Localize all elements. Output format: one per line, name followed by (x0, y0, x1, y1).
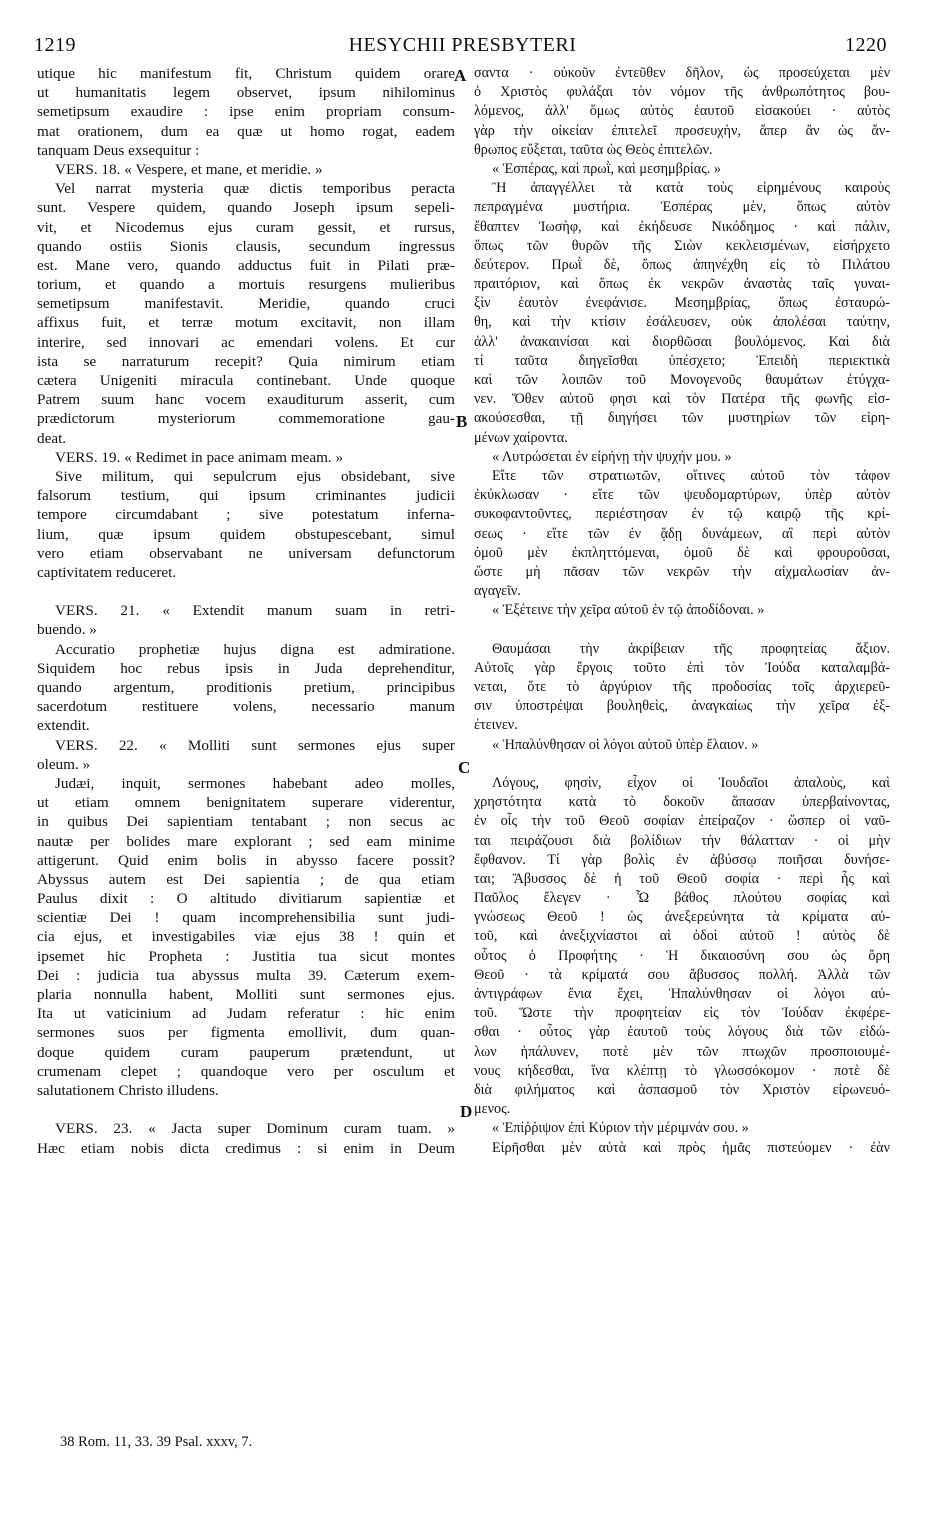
text-line: Hæc etiam nobis dicta credimus : si enim in Deum (37, 1139, 455, 1157)
text-line: ὁμοῦ μὲν ἐκπληττόμεναι, ὁμοῦ δὲ καὶ φρουροῦσαι, (474, 544, 890, 561)
text-line: quando ostiis Sionis clausis, secundum ingressus (37, 237, 455, 255)
text-line: Θαυμάσαι τὴν ἀκρίβειαν τῆς προφητείας ἄξιον. (492, 640, 890, 657)
margin-letter-d: D (460, 1102, 473, 1121)
text-line: τοῦ, καὶ ἀνεξιχνίαστοι αἱ ὁδοὶ αὐτοῦ ! αὐτὸς δὲ (474, 928, 890, 945)
text-line: cia ejus, et investigabiles viæ ejus 38 ! quin et (37, 928, 455, 946)
text-line: ut humanitatis legem observet, ipsum nihilominus (37, 84, 455, 102)
text-line: nautæ per bolides mare explorant ; sed eam minime (37, 832, 455, 850)
text-line: utique hic manifestum fit, Christum quidem orare (37, 65, 455, 82)
running-title: HESYCHII PRESBYTERI (348, 34, 577, 56)
text-line: Judæi, inquit, sermones habebant adeo molles, (55, 774, 455, 792)
text-line: affixus fuit, et terræ motum excitavit, non illam (37, 314, 455, 332)
text-line: Λόγους, φησὶν, εἶχον οἱ Ἰουδαῖοι ἁπαλοὺς, καὶ (492, 774, 890, 791)
text-line: crumenam clepet ; quandoque vero per osculum et (37, 1062, 455, 1080)
text-line: ται; Ἄβυσσος δὲ ἡ τοῦ Θεοῦ σοφία · περὶ ἧς καὶ (474, 870, 890, 887)
paragraph-gap (37, 1100, 455, 1119)
text-line: in quibus Dei sapientiam tentabant ; non secus ac (37, 813, 455, 831)
text-line: deat. (37, 429, 67, 447)
footnotes: 38 Rom. 11, 33. 39 Psal. xxxv, 7. (60, 1434, 253, 1450)
text-line: ut etiam omnem benignitatem superare viderentur, (37, 794, 455, 812)
text-line: VERS. 22. « Molliti sunt sermones ejus super (55, 736, 455, 754)
text-line: plaria nonnulla habent, Molliti sunt sermones ejus. (37, 986, 455, 1003)
text-line: Patrem suum hanc vocem exauditurum asserit, cum (37, 391, 455, 409)
margin-letter-a: A (454, 66, 467, 85)
text-line: αγαγεῖν. (474, 583, 521, 600)
text-line: διὰ φιλήματος καὶ ἀσπασμοῦ τὸν Χριστὸν εἰρωνευό- (474, 1081, 890, 1098)
text-line: sunt. Vespere quidem, quando Joseph ipsum sepeli- (37, 199, 455, 217)
text-line: mat orationem, dum ea quæ ut homo rogat, eadem (37, 122, 455, 140)
text-line: οὗτος ὁ Προφήτης · Ἡ δικαιοσύνη σου ὡς ὄρη (474, 947, 890, 964)
text-line: πεπραγμένα μυστήρια. Ἑσπέρας μὲν, ὅπως αὐτὸν (474, 199, 890, 216)
latin-column (37, 64, 455, 1158)
text-line: Ἢ ἀπαγγέλλει τὰ κατὰ τοὺς εἰρημένους καιροὺς (492, 180, 890, 197)
text-line: est. Mane vero, quando adductus fuit in Pilati præ- (37, 256, 455, 274)
text-line: « Ἑσπέρας, καὶ πρωῒ, καὶ μεσημβρίας. » (492, 160, 721, 177)
text-line: πραιτόριον, καὶ ὅπως ἐκ νεκρῶν ἀναστὰς ταῖς γυναι- (474, 276, 890, 293)
text-line: ὅπως τῶν θυρῶν τῆς Σιὼν κεκλεισμένων, εἰσήρχετο (474, 237, 890, 254)
text-line: Paulus dixit : O altitudo divitiarum sapientiæ et (37, 890, 455, 908)
text-line: cætera Unigeniti miracula continebant. Unde quoque (37, 372, 455, 389)
text-line: Dei : judicia tua abyssus multa 39. Cæterum exem- (37, 966, 455, 984)
text-line: lium, quæ ipsum quidem obstupescebant, simul (37, 525, 455, 543)
text-line: ἐν οἷς τὴν τοῦ Θεοῦ σοφίαν ἐπείραζον · ὥσπερ οἱ ναῦ- (474, 813, 890, 830)
text-line: θη, καὶ τὴν κτίσιν ἐσάλευσεν, οὐκ ἀπολέσαι ταύτην, (474, 314, 890, 331)
text-line: tanquam Deus exsequitur : (37, 141, 200, 159)
text-line: « Λυτρώσεται ἐν εἰρήνῃ τὴν ψυχήν μου. » (492, 448, 732, 465)
text-line: interire, sed innovari ac emendari volens. Et cur (37, 333, 455, 351)
text-line: Abyssus autem est Dei sapientia ; de qua etiam (37, 870, 455, 888)
text-line: νους κήδεσθαι, ἵνα κλέπτῃ τὸ γλωσσόκομον · ποτὲ δὲ (474, 1062, 890, 1079)
text-line: sacerdotum restituere volens, necessario manum (37, 698, 455, 716)
text-line: Εἰρῆσθαι μὲν αὐτὰ καὶ πρὸς ἡμᾶς πιστεύομεν · ἐὰν (492, 1139, 890, 1156)
text-line: salutationem Christo illudens. (37, 1081, 219, 1099)
text-line: VERS. 18. « Vespere, et mane, et meridie. » (55, 160, 323, 178)
text-line: ἀντιγράφων ἔνια ἔχει, Ἡπαλύνθησαν οἱ λόγοι αὐ- (474, 986, 890, 1002)
text-line: ipsemet hic Propheta : Justitia tua sicut montes (37, 947, 455, 965)
text-line: doque quidem curam pauperum prætendunt, ut (37, 1043, 455, 1061)
page-number-left: 1219 (34, 34, 76, 56)
text-line: Εἴτε τῶν στρατιωτῶν, οἵτινες αὐτοῦ τὸν τάφον (492, 467, 890, 484)
text-line: δεύτερον. Πρωῒ δὲ, ὅπως ἀπηνέχθη εἰς τὸ Πιλάτου (474, 256, 890, 273)
text-line: ται πειράζουσι διὰ βολίδιων τὴν θάλατταν · οἱ μὴν (474, 832, 890, 849)
text-line: λόμενος, ἀλλ' ὅμως αὐτὸς ἑαυτοῦ εἰσακούει · αὐτὸς (474, 103, 890, 120)
text-line: μενος. (474, 1101, 511, 1118)
text-line: Siquidem hoc rebus ipsis in Juda deprehenditur, (37, 659, 455, 677)
text-line: σθαι · οὗτος γὰρ ἑαυτοῦ τοὺς λόγους διὰ τῶν εἰδώ- (474, 1024, 890, 1041)
running-header (0, 34, 925, 60)
text-line: Vel narrat mysteria quæ dictis temporibus peracta (55, 180, 455, 198)
margin-letter-c: C (458, 758, 471, 777)
text-line: oleum. » (37, 755, 91, 773)
text-line: μένων χαίροντα. (474, 429, 568, 446)
text-line: ista se narraturum recepit? Quia nimirum etiam (37, 352, 455, 370)
text-line: torium, et quando a mortuis resurgens mulieribus (37, 276, 455, 294)
text-line: συκοφαντοῦντες, περιέστησαν ἐν τῷ καιρῷ τῆς κρί- (474, 506, 890, 523)
text-line: « Ἡπαλύνθησαν οἱ λόγοι αὐτοῦ ὑπὲρ ἔλαιον. » (492, 736, 759, 753)
text-line: νεται, ὅτε τὸ ἀργύριον τῆς προδοσίας τοῖς ἀρχιερεῦ- (474, 679, 890, 695)
text-line: λων ἡπάλυνεν, ποτὲ μὲν τῶν πτωχῶν προσποιουμέ- (474, 1043, 890, 1060)
text-line: Ita ut vaticinium ad Judam referatur : hic enim (37, 1005, 455, 1023)
page-number-right: 1220 (845, 34, 887, 56)
text-line: τί ταῦτα διηγεῖσθαι ὑπέσχετο; Ἐπειδὴ περιεκτικὰ (474, 352, 890, 369)
text-line: « Ἐπίῤῥιψον ἐπὶ Κύριον τὴν μέριμνάν σου. » (492, 1120, 749, 1137)
paragraph-gap (474, 620, 890, 639)
text-line: scientiæ Dei ! quam incomprehensibilia sunt judi- (37, 909, 455, 927)
text-line: quando argentum, proditionis pretium, principibus (37, 679, 455, 696)
text-line: « Ἐξέτεινε τὴν χεῖρα αὐτοῦ ἐν τῷ ἀποδίδοναι. » (492, 602, 765, 619)
text-line: buendo. » (37, 621, 97, 639)
text-line: falsorum testium, qui ipsum criminantes judicii (37, 487, 455, 505)
text-line: ακούσεσθαι, τῇ διηγήσει τῶν μυστηρίων τῶν εἰρη- (474, 410, 890, 427)
text-line: sermones suos per figmenta emollivit, dum quan- (37, 1024, 455, 1042)
text-line: Accuratio prophetiæ hujus digna est admiratione. (55, 640, 455, 658)
text-line: tempore circumdabant ; sive potestatum inferna- (37, 506, 455, 524)
text-line: ἐκύκλωσαν · εἴτε τῶν ψευδομαρτύρων, ὑπὲρ αὐτὸν (474, 487, 890, 504)
text-line: σεως · εἴτε τῶν ἐν ᾅδῃ δυνάμεων, αἳ περὶ αὐτὸν (474, 525, 890, 542)
text-line: attigerunt. Quid enim bolis in abysso facere possit? (37, 851, 455, 869)
text-line: Αὐτοῖς γὰρ ἔργοις τοῦτο ἐπὶ τὸν Ἰούδα καταλαμβά- (474, 659, 890, 676)
text-line: vero etiam observabant ne universam defunctorum (37, 544, 455, 562)
text-line: τοῦ. Ὥστε τὴν προφητείαν εἰς τὸν Ἰούδαν ἐκφέρε- (474, 1005, 890, 1022)
text-line: ἔθαπτεν Ἰωσὴφ, καὶ ἐκήδευσε Νικόδημος · καὶ πάλιν, (474, 218, 890, 235)
text-line: χρηστότητα κατὰ τὸ δοκοῦν ἅπασαν ὑπερβαίνοντας, (474, 794, 890, 811)
text-line: prædictorum mysteriorum commemoratione gau- (37, 410, 455, 428)
text-line: VERS. 23. « Jacta super Dominum curam tuam. » (55, 1120, 455, 1138)
text-line: semetipsum manifestavit. Meridie, quando cruci (37, 295, 455, 313)
text-line: Sive militum, qui sepulcrum ejus obsidebant, sive (55, 467, 455, 485)
text-line: semetipsum exaudire : ipse enim propriam consum- (37, 103, 455, 121)
text-line: ξὶν ἑαυτὸν ἐνεφάνισε. Μεσημβρίας, ὅπως ἐσταυρώ- (474, 295, 890, 312)
text-line: captivitatem reduceret. (37, 563, 177, 581)
text-line: σαντα · οὐκοῦν ἐντεῦθεν δῆλον, ὡς προσεύχεται μὲν (474, 65, 890, 81)
text-line: έτεινεν. (474, 717, 518, 734)
text-line: θρωπος εὔξεται, ταῦτα ὡς Θεὸς ἐπιτελῶν. (474, 141, 713, 158)
text-line: ὥστε μὴ πᾶσαν τῶν νεκρῶν τὴν αἰχμαλωσίαν ἀν- (474, 563, 890, 580)
text-line: σιν ὑποστρέψαι βουληθεὶς, ἀναγκαίως τὴν χεῖρα ἐξ- (474, 698, 890, 715)
text-line: Παῦλος ἔλεγεν · Ὦ βάθος πλούτου σοφίας καὶ (474, 890, 890, 907)
text-line: extendit. (37, 717, 90, 735)
paragraph-gap (474, 755, 890, 774)
greek-column (474, 64, 890, 1158)
text-line: καὶ τῶν λοιπῶν τοῦ Μονογενοῦς θαυμάτων ἐτύγχα- (474, 372, 890, 388)
text-line: ὁ Χριστὸς φυλάξαι τὸν νόμον τῆς ἀνθρωπότητος βου- (474, 84, 890, 101)
text-line: νεν. Ὅθεν αὐτοῦ φησι καὶ τὸν Πατέρα τῆς φωνῆς εἰσ- (474, 391, 890, 408)
text-line: Θεοῦ · τὰ κρίματά σου ἄβυσσος πολλή. Ἀλλὰ τῶν (474, 966, 890, 983)
text-line: vit, et Nicodemus ejus curam gessit, et rursus, (37, 218, 455, 236)
paragraph-gap (37, 582, 455, 601)
margin-letter-b: B (456, 412, 468, 431)
text-line: γνώσεως Θεοῦ ! ὡς ἀνεξερεύνητα τὰ κρίματα αὐ- (474, 909, 890, 926)
text-line: VERS. 21. « Extendit manum suam in retri- (55, 602, 455, 620)
text-line: γὰρ τὴν οἰκείαν ἐπιτελεῖ προσευχὴν, ἅπερ ἂν ὡς ἄν- (474, 122, 890, 139)
text-line: ἀλλ' ἀνακαινίσαι καὶ διορθῶσαι βουλόμενος. Καὶ διὰ (474, 333, 890, 350)
text-line: ἔφθανον. Τί γὰρ βολὶς ἐν ἀβύσσῳ ποιῆσαι δυνήσε- (474, 851, 890, 868)
text-line: VERS. 19. « Redimet in pace animam meam. » (55, 448, 344, 466)
